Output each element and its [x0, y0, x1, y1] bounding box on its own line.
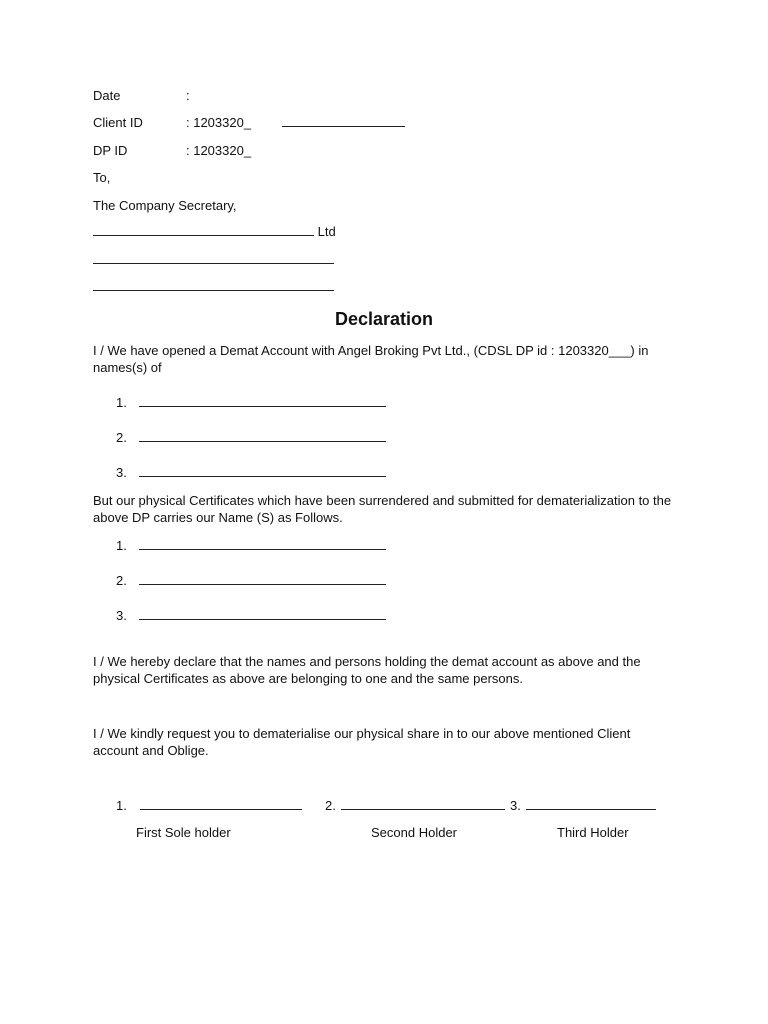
list-item — [116, 465, 386, 481]
paragraph-declare: I / We hereby declare that the names and persons holding the demat account as above and the physical Certificates as above are belonging to one and the same persons. — [93, 654, 641, 686]
list-item — [116, 608, 386, 624]
dp-id-value: : 1203320_ — [186, 143, 252, 158]
signature-number-3: 3. — [510, 798, 521, 813]
company-name-line[interactable] — [93, 224, 336, 240]
name-blank[interactable] — [139, 465, 386, 477]
list-number: 2. — [116, 573, 127, 588]
list-item — [116, 538, 386, 554]
list-number: 1. — [116, 395, 127, 410]
to-label: To, — [93, 170, 111, 185]
signature-blank-1[interactable] — [140, 798, 302, 810]
list-number: 3. — [116, 608, 127, 623]
dp-id-label: DP ID — [93, 143, 128, 158]
address-line-1[interactable] — [93, 252, 334, 268]
list-item — [116, 430, 386, 446]
first-holder-label: First Sole holder — [136, 825, 231, 840]
signature-row — [325, 798, 505, 814]
second-holder-label: Second Holder — [371, 825, 457, 840]
name-blank[interactable] — [139, 538, 386, 550]
signature-number-2: 2. — [325, 798, 336, 813]
signature-number-1: 1. — [116, 798, 127, 813]
signature-row — [510, 798, 656, 814]
list-item — [116, 395, 386, 411]
client-id-label: Client ID — [93, 115, 143, 130]
ltd-label: Ltd — [317, 224, 336, 239]
date-colon: : — [186, 88, 190, 103]
name-blank[interactable] — [139, 608, 386, 620]
list-item — [116, 573, 386, 589]
page-title: Declaration — [334, 309, 434, 329]
list-number: 1. — [116, 538, 127, 553]
signature-row — [116, 798, 302, 814]
paragraph-opened: I / We have opened a Demat Account with Angel Broking Pvt Ltd., (CDSL DP id : 1203320___) in names(s) of — [93, 343, 649, 375]
name-blank[interactable] — [139, 430, 386, 442]
name-blank[interactable] — [139, 395, 386, 407]
date-label: Date — [93, 88, 121, 103]
list-number: 3. — [116, 465, 127, 480]
paragraph-request: I / We kindly request you to dematerialise our physical share in to our above mentioned Client account and Oblige. — [93, 726, 631, 758]
name-blank[interactable] — [139, 573, 386, 585]
signature-blank-2[interactable] — [341, 798, 505, 810]
list-number: 2. — [116, 430, 127, 445]
third-holder-label: Third Holder — [557, 825, 629, 840]
signature-blank-3[interactable] — [526, 798, 656, 810]
address-line-2[interactable] — [93, 279, 334, 295]
client-id-value: : 1203320_ — [186, 115, 252, 130]
paragraph-certificates: But our physical Certificates which have been surrendered and submitted for dematerialization to the above DP carries our Name (S) as Follows. — [93, 493, 672, 525]
client-id-blank[interactable] — [282, 115, 405, 131]
company-secretary: The Company Secretary, — [93, 198, 237, 213]
